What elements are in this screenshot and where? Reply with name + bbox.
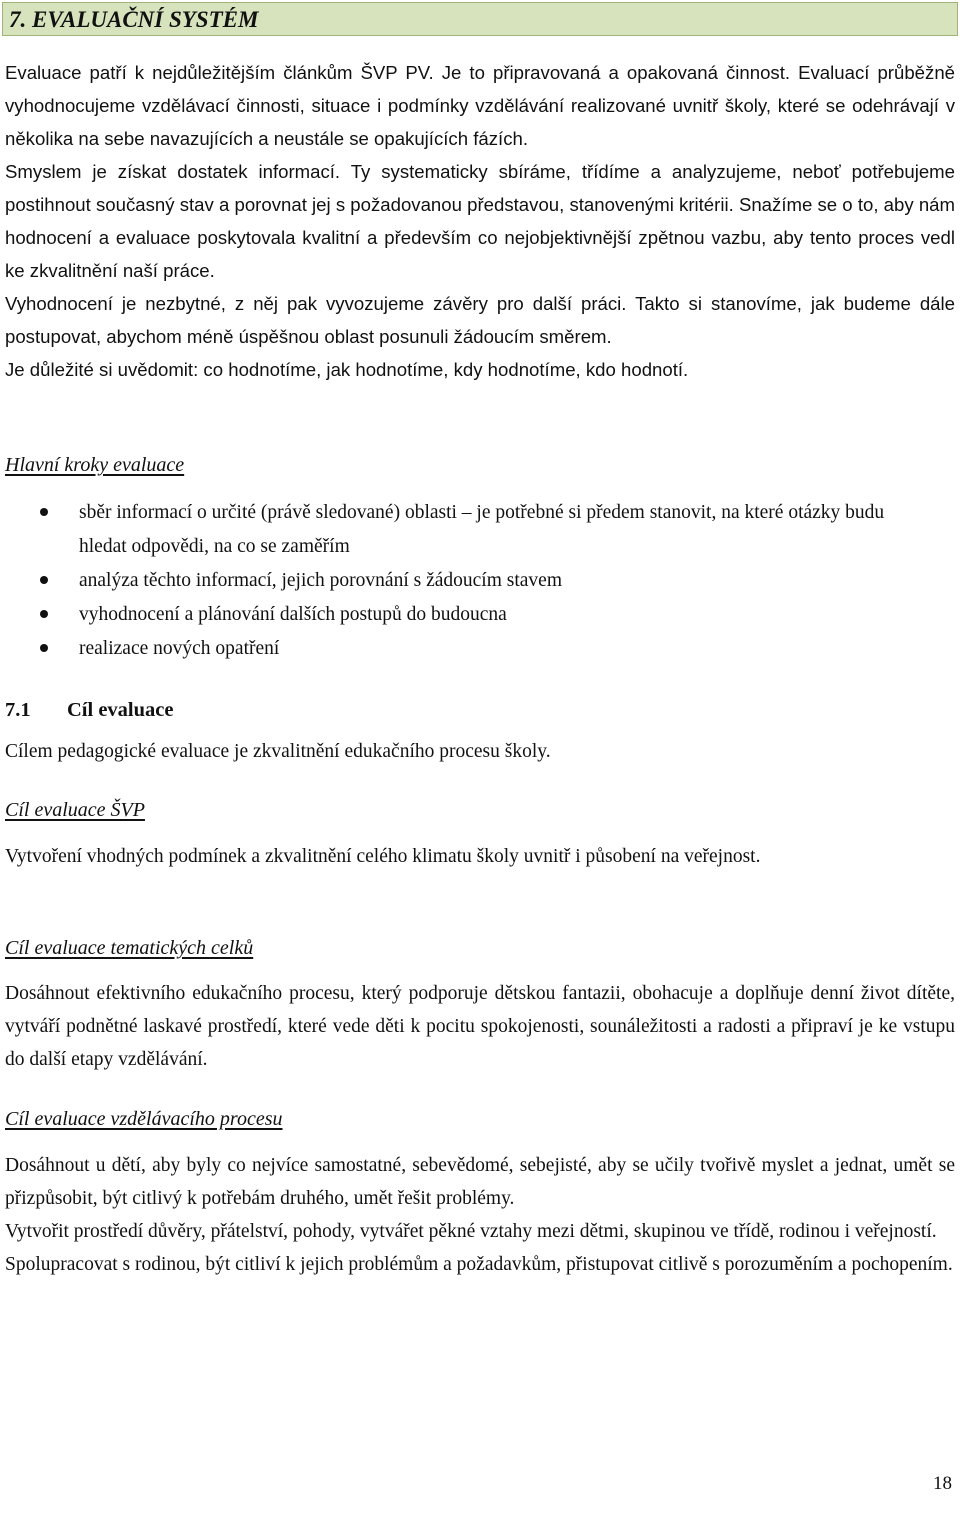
list-item-text: vyhodnocení a plánování dalších postupů do budoucna — [79, 604, 507, 625]
steps-heading: Hlavní kroky evaluace — [5, 454, 185, 476]
section-text — [5, 735, 955, 768]
goal-paragraph: Dosáhnout u dětí, aby byly co nejvíce samostatné, sebevědomé, sebejisté, aby se učily tvořivě myslet a jednat, umět se přizpůsobit, být citlivý k potřebám druhého, umět řešit problémy. — [5, 1155, 955, 1209]
list-item — [0, 496, 960, 564]
chapter-heading-bar — [2, 2, 958, 36]
goal-heading-svp: Cíl evaluace ŠVP — [5, 799, 145, 821]
goal-text-svp — [5, 840, 955, 873]
goal-paragraph: Dosáhnout efektivního edukačního procesu, který podporuje dětskou fantazii, obohacuje a doplňuje denní život dítěte, vytváří podnětné laskavé prostředí, které vede děti k pocitu spokojenosti, sounáležitosti a radosti a připraví je ke vstupu do další etapy vzdělávání. — [5, 983, 955, 1070]
intro-paragraph: Smyslem je získat dostatek informací. Ty systematicky sbíráme, třídíme a analyzujeme, neboť potřebujeme postihnout současný stav a porovnat jej s požadovanou představou, stanovenými kritérii. Snažíme se o to, aby nám hodnocení a evaluace poskytovala kvalitní a především co nejobjektivnější zpětnou vazbu, aby tento proces vedl ke zkvalitnění naší práce. — [5, 161, 955, 281]
page-number: 18 — [933, 1473, 952, 1494]
bullet-icon — [40, 508, 48, 516]
list-item — [0, 598, 960, 632]
list-item — [0, 632, 960, 666]
goal-text-thematic — [5, 977, 955, 1076]
list-item-text: analýza těchto informací, jejich porovnání s žádoucím stavem — [79, 570, 562, 591]
intro-paragraph: Vyhodnocení je nezbytné, z něj pak vyvozujeme závěry pro další práci. Takto si stanovíme, jak budeme dále postupovat, abychom méně úspěšnou oblast posunuli žádoucím směrem. — [5, 293, 955, 347]
intro-text — [5, 56, 955, 386]
intro-paragraph: Evaluace patří k nejdůležitějším článkům ŠVP PV. Je to připravovaná a opakovaná činnost. Evaluací průběžně vyhodnocujeme vzdělávací činnosti, situace i podmínky vzdělávání realizované uvnitř školy, které se odehrávají v několika na sebe navazujících a neustále se opakujících fázích. — [5, 62, 955, 149]
bullet-icon — [40, 644, 48, 652]
goal-heading-thematic: Cíl evaluace tematických celků — [5, 937, 254, 959]
list-item — [0, 564, 960, 598]
goal-paragraph: Vytvoření vhodných podmínek a zkvalitnění celého klimatu školy uvnitř i působení na veřejnost. — [5, 846, 761, 867]
goal-text-education — [5, 1149, 955, 1281]
goal-paragraph: Vytvořit prostředí důvěry, přátelství, pohody, vytvářet pěkné vztahy mezi dětmi, skupinou ve třídě, rodinou i veřejností. — [5, 1221, 937, 1242]
goal-heading-education: Cíl evaluace vzdělávacího procesu — [5, 1108, 283, 1130]
section-number: 7.1 — [5, 699, 31, 721]
list-item-text: sběr informací o určité (právě sledované) oblasti – je potřebné si předem stanovit, na které otázky budu hledat odpovědi, na co se zaměřím — [79, 502, 885, 557]
section-heading — [5, 697, 173, 723]
section-paragraph: Cílem pedagogické evaluace je zkvalitnění edukačního procesu školy. — [5, 741, 551, 762]
bullet-icon — [40, 610, 48, 618]
bullet-icon — [40, 576, 48, 584]
section-title: Cíl evaluace — [67, 699, 174, 721]
steps-list — [0, 496, 960, 666]
list-item-text: realizace nových opatření — [79, 638, 280, 659]
chapter-title: 7. EVALUAČNÍ SYSTÉM — [9, 7, 259, 32]
goal-paragraph: Spolupracovat s rodinou, být citliví k jejich problémům a požadavkům, přistupovat citlivě s porozuměním a pochopením. — [5, 1254, 953, 1275]
intro-paragraph: Je důležité si uvědomit: co hodnotíme, jak hodnotíme, kdy hodnotíme, kdo hodnotí. — [5, 359, 689, 380]
